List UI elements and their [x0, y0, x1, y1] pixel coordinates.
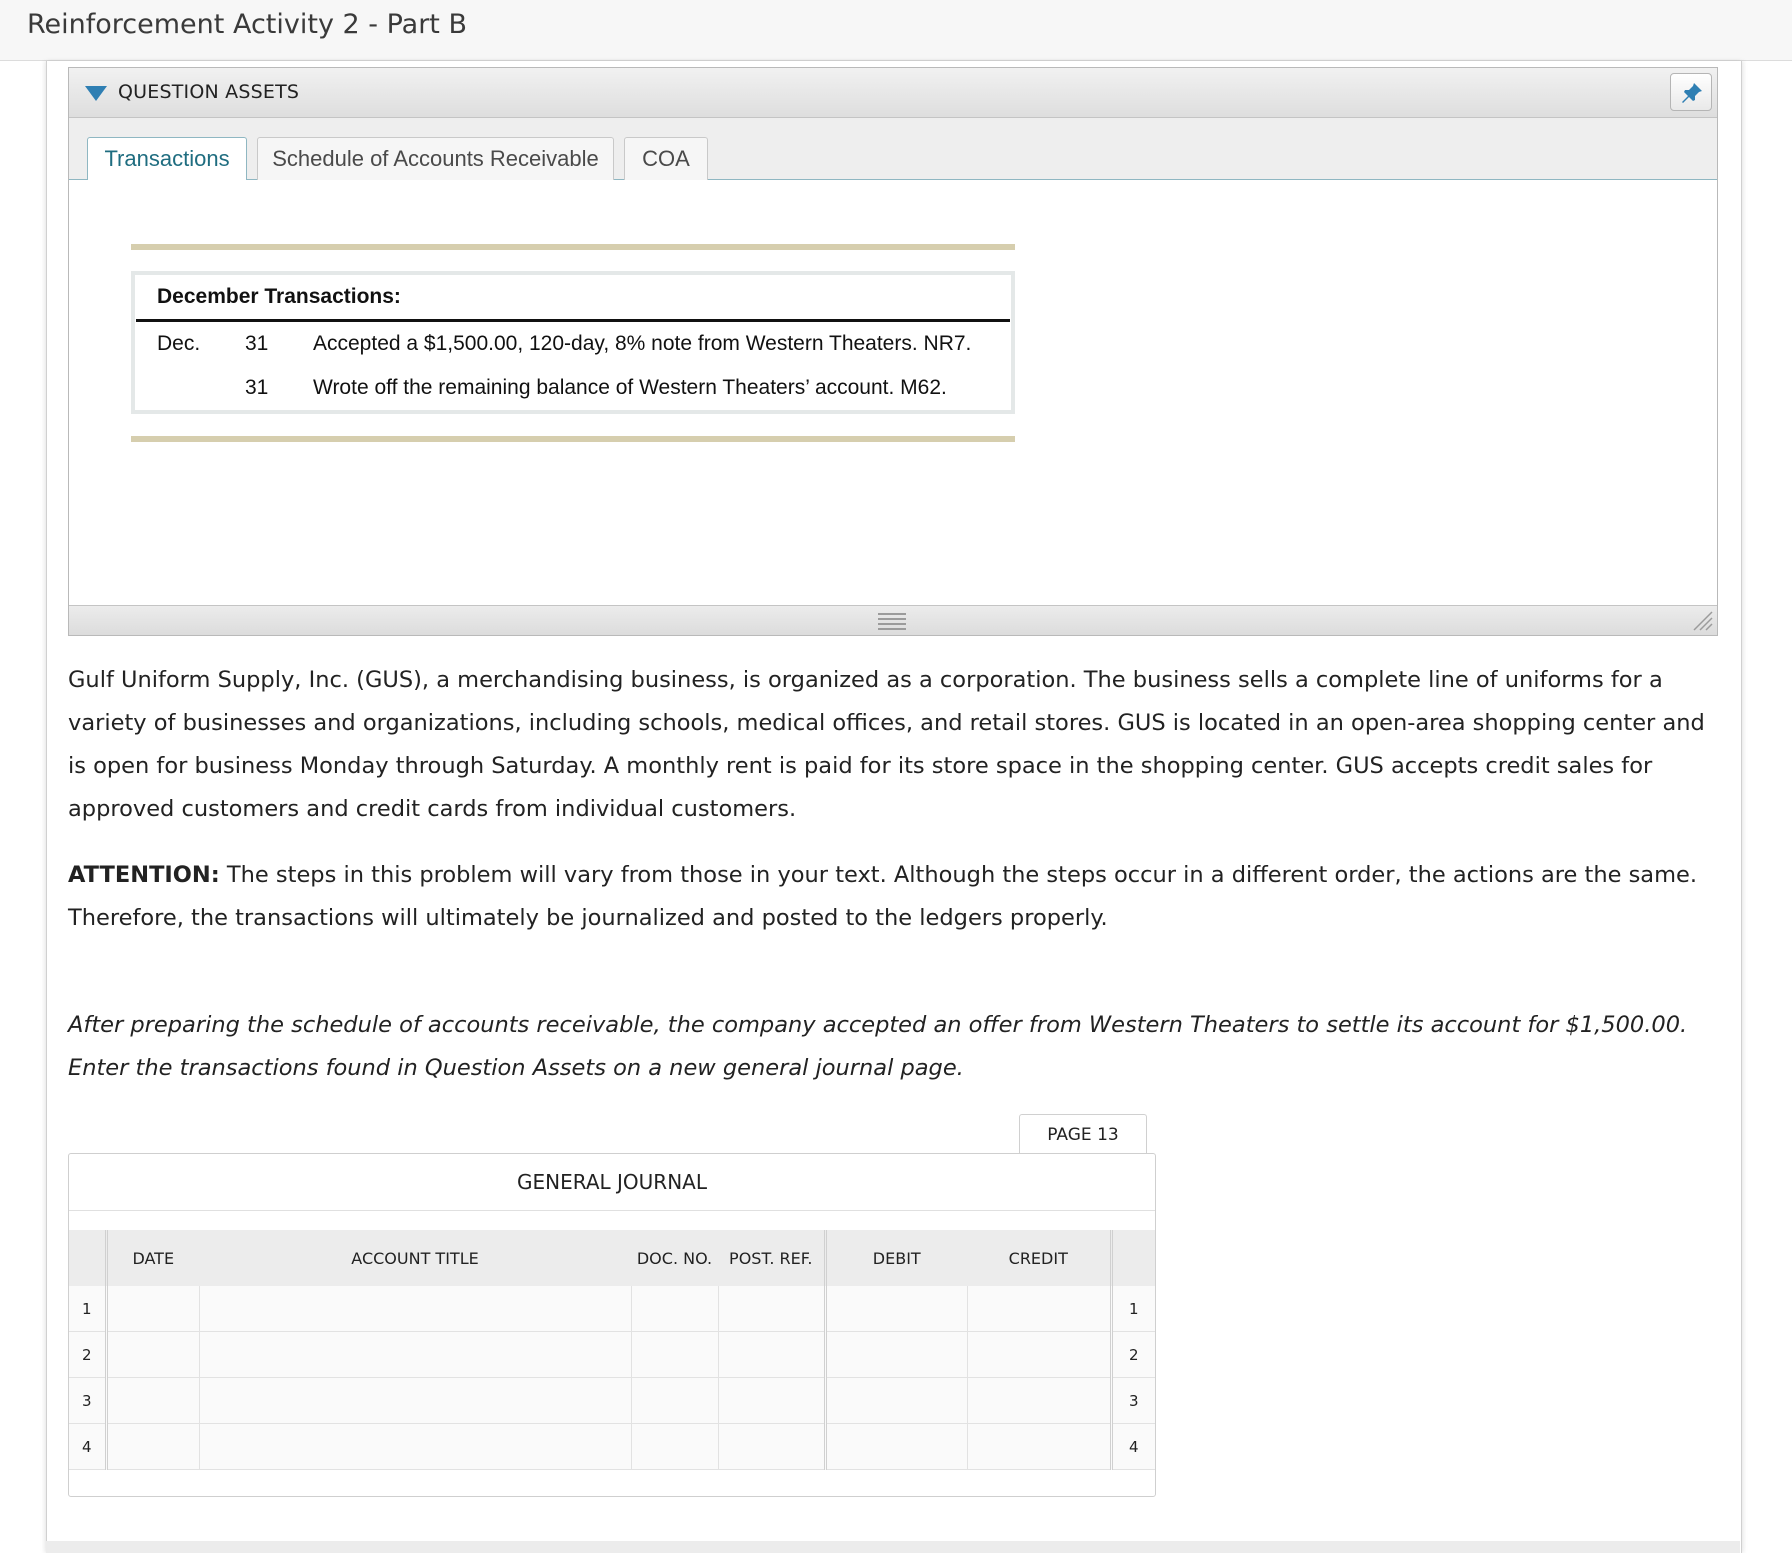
- transaction-row: [135, 332, 1011, 362]
- account-title-cell[interactable]: [199, 1424, 631, 1470]
- line-number-right: 2: [1111, 1332, 1155, 1378]
- transaction-day: 31: [245, 332, 269, 355]
- account-title-cell[interactable]: [199, 1286, 631, 1332]
- post-ref-cell[interactable]: [718, 1424, 825, 1470]
- bottom-divider: [131, 436, 1015, 442]
- question-assets-header[interactable]: [69, 68, 1717, 118]
- credit-cell[interactable]: [967, 1286, 1111, 1332]
- date-header: DATE: [106, 1230, 199, 1286]
- panel-resize-bar[interactable]: [69, 605, 1717, 635]
- transactions-rule: [136, 319, 1010, 322]
- grip-icon[interactable]: [878, 613, 906, 633]
- date-cell[interactable]: [106, 1424, 199, 1470]
- attention-label: ATTENTION:: [68, 862, 220, 888]
- doc-no-cell[interactable]: [631, 1286, 718, 1332]
- journal-table: [69, 1230, 1155, 1470]
- title-bar: [0, 0, 1792, 61]
- tab-schedule-of-accounts-receivable[interactable]: Schedule of Accounts Receivable: [257, 137, 614, 180]
- debit-cell[interactable]: [825, 1378, 967, 1424]
- transaction-row: [135, 376, 1011, 406]
- line-number: 1: [69, 1286, 106, 1332]
- question-assets-panel: [68, 67, 1718, 636]
- triangle-down-icon[interactable]: [85, 86, 107, 101]
- pin-icon: [1681, 82, 1703, 104]
- general-journal: [68, 1153, 1156, 1497]
- page-title: Reinforcement Activity 2 - Part B: [27, 9, 468, 40]
- line-number-right: 1: [1111, 1286, 1155, 1332]
- page-number-tab: PAGE 13: [1019, 1114, 1147, 1154]
- transactions-box: [131, 271, 1015, 414]
- transaction-day: 31: [245, 376, 269, 399]
- doc-no-cell[interactable]: [631, 1424, 718, 1470]
- question-assets-label: QUESTION ASSETS: [118, 81, 300, 103]
- transaction-description: Accepted a $1,500.00, 120-day, 8% note from Western Theaters. NR7.: [313, 332, 972, 355]
- transactions-title: December Transactions:: [157, 285, 401, 308]
- date-cell[interactable]: [106, 1378, 199, 1424]
- transaction-month: Dec.: [157, 332, 201, 355]
- table-row: [69, 1286, 1155, 1332]
- account-title-cell[interactable]: [199, 1378, 631, 1424]
- account-title-header: ACCOUNT TITLE: [199, 1230, 631, 1286]
- attention-paragraph: [68, 854, 1720, 940]
- debit-cell[interactable]: [825, 1286, 967, 1332]
- line-number-header: [69, 1230, 106, 1286]
- debit-cell[interactable]: [825, 1424, 967, 1470]
- post-ref-cell[interactable]: [718, 1286, 825, 1332]
- tab-strip: [69, 118, 1717, 180]
- intro-paragraph: Gulf Uniform Supply, Inc. (GUS), a merchandising business, is organized as a corporation. The business sells a complete line of uniforms for a variety of businesses and organizations, including schools, medical offices, and retail stores. GUS is located in an open-area shopping center and is open for business Monday through Saturday. A monthly rent is paid for its store space in the shopping center. GUS accepts credit sales for approved customers and credit cards from individual customers.: [68, 667, 1705, 822]
- post-ref-cell[interactable]: [718, 1332, 825, 1378]
- credit-cell[interactable]: [967, 1378, 1111, 1424]
- line-number-header-right: [1111, 1230, 1155, 1286]
- debit-header: DEBIT: [825, 1230, 967, 1286]
- tab-transactions[interactable]: Transactions: [87, 137, 247, 181]
- attention-text: The steps in this problem will vary from those in your text. Although the steps occur in a different order, the actions are the same. Therefore, the transactions will ultimately be journalized and posted to the ledgers properly.: [68, 862, 1698, 931]
- line-number-right: 3: [1111, 1378, 1155, 1424]
- credit-header: CREDIT: [967, 1230, 1111, 1286]
- account-title-cell[interactable]: [199, 1332, 631, 1378]
- journal-header-row: [69, 1230, 1155, 1286]
- doc-no-header: DOC. NO.: [631, 1230, 718, 1286]
- journal-title: GENERAL JOURNAL: [69, 1154, 1155, 1211]
- date-cell[interactable]: [106, 1332, 199, 1378]
- table-row: [69, 1378, 1155, 1424]
- debit-cell[interactable]: [825, 1332, 967, 1378]
- date-cell[interactable]: [106, 1286, 199, 1332]
- post-ref-cell[interactable]: [718, 1378, 825, 1424]
- instruction-paragraph: After preparing the schedule of accounts receivable, the company accepted an offer from Western Theaters to settle its account for $1,500.00. Enter the transactions found in Question Assets on a new general journal page.: [68, 1012, 1688, 1081]
- question-assets-body: [69, 180, 1717, 606]
- resize-handle-icon[interactable]: [1692, 610, 1714, 632]
- doc-no-cell[interactable]: [631, 1332, 718, 1378]
- top-divider: [131, 244, 1015, 250]
- credit-cell[interactable]: [967, 1424, 1111, 1470]
- doc-no-cell[interactable]: [631, 1378, 718, 1424]
- line-number: 2: [69, 1332, 106, 1378]
- line-number-right: 4: [1111, 1424, 1155, 1470]
- content-panel-footer: [46, 1541, 1740, 1553]
- line-number: 3: [69, 1378, 106, 1424]
- table-row: [69, 1424, 1155, 1470]
- line-number: 4: [69, 1424, 106, 1470]
- post-ref-header: POST. REF.: [718, 1230, 825, 1286]
- credit-cell[interactable]: [967, 1332, 1111, 1378]
- transaction-description: Wrote off the remaining balance of Western Theaters’ account. M62.: [313, 376, 947, 399]
- table-row: [69, 1332, 1155, 1378]
- tab-coa[interactable]: COA: [624, 137, 708, 180]
- pin-button[interactable]: [1670, 73, 1712, 111]
